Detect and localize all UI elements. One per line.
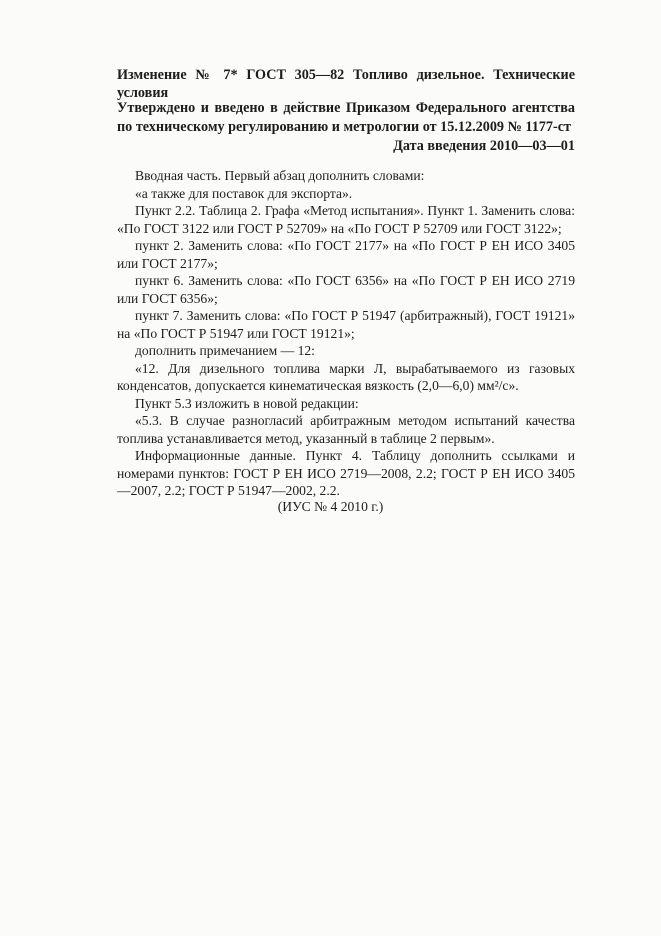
body-paragraph: Пункт 2.2. Таблица 2. Графа «Метод испытания». Пункт 1. Заменить слова: «По ГОСТ 3122 или ГОСТ Р 52709» на «По ГОСТ Р 52709 или ГОСТ 3122»; (117, 203, 575, 236)
body-paragraph: «5.3. В случае разногласий арбитражным методом испытаний качества топлива устанавливается метод, указанный в таблице 2 первым». (117, 413, 575, 446)
body-paragraph: пункт 2. Заменить слова: «По ГОСТ 2177» на «По ГОСТ Р ЕН ИСО 3405 или ГОСТ 2177»; (117, 238, 575, 271)
amendment-body (117, 167, 575, 500)
body-paragraph: Информационные данные. Пункт 4. Таблицу дополнить ссылками и номерами пунктов: ГОСТ Р ЕН ИСО 2719—2008, 2.2; ГОСТ Р ЕН ИСО 3405—2007, 2.2; ГОСТ Р 51947—2002, 2.2. (117, 448, 575, 498)
body-paragraph: «12. Для дизельного топлива марки Л, вырабатываемого из газовых конденсатов, допускается кинематическая вязкость (2,0—6,0) мм²/с». (117, 360, 575, 393)
body-paragraph: пункт 7. Заменить слова: «По ГОСТ Р 51947 (арбитражный), ГОСТ 19121» на «По ГОСТ Р 51947 или ГОСТ 19121»; (117, 308, 575, 341)
body-paragraph: дополнить примечанием — 12: (135, 343, 315, 358)
effective-date: Дата введения 2010—03—01 (393, 138, 575, 154)
body-paragraph: «а также для поставок для экспорта». (135, 185, 353, 201)
body-paragraph: пункт 6. Заменить слова: «По ГОСТ 6356» на «По ГОСТ Р ЕН ИСО 2719 или ГОСТ 6356»; (117, 273, 575, 306)
body-paragraph: Вводная часть. Первый абзац дополнить словами: (135, 168, 425, 183)
body-paragraph: Пункт 5.3 изложить в новой редакции: (135, 395, 359, 411)
source-note: (ИУС № 4 2010 г.) (277, 499, 384, 514)
approval-statement: Утверждено и введено в действие Приказом Федерального агентства по техническому регулированию и метрологии от 15.12.2009 № 1177-ст (117, 100, 575, 135)
amendment-title: Изменение № 7* ГОСТ 305—82 Топливо дизельное. Технические условия (117, 67, 575, 101)
